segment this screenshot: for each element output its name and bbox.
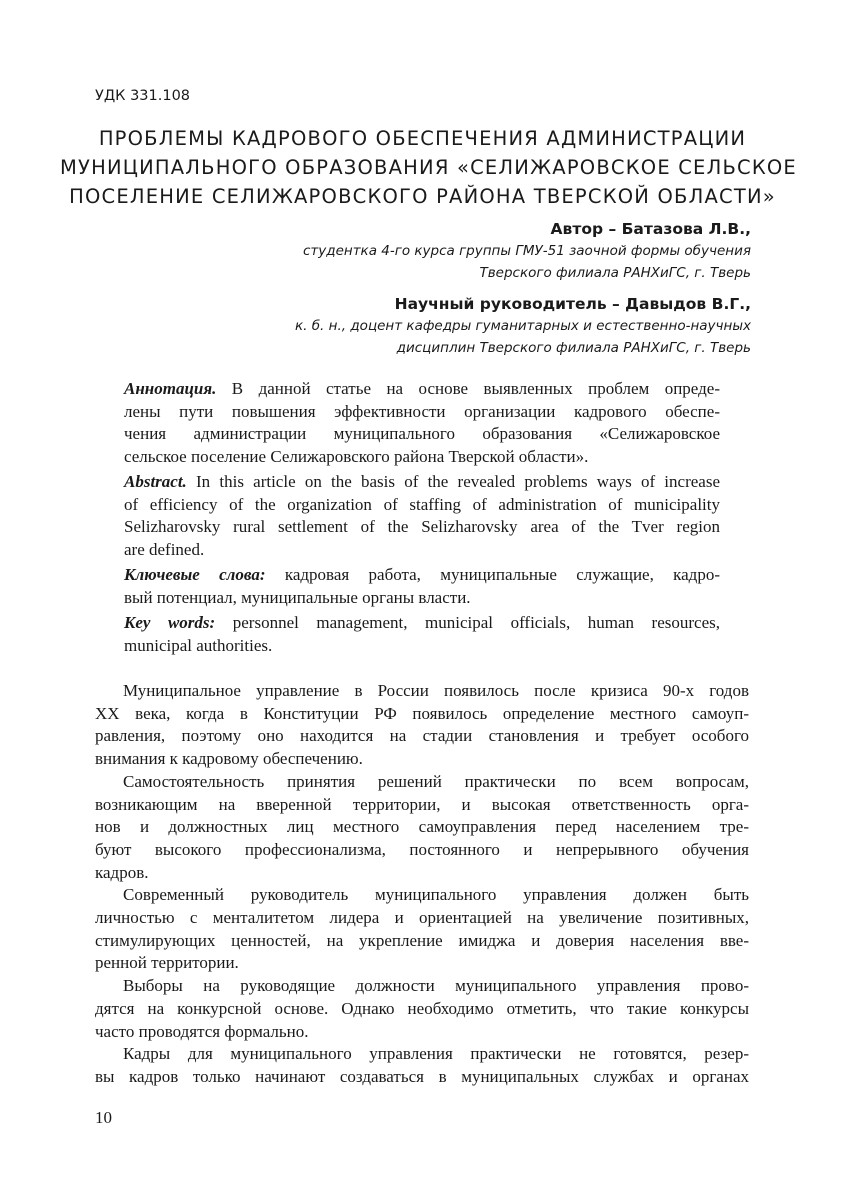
- abstract-ru-label: Аннотация.: [124, 379, 217, 398]
- abstract-en-label: Abstract.: [124, 472, 187, 491]
- keywords-en-text: personnel management, municipal officials, human resources,: [215, 613, 720, 632]
- abstract-en-text: In this article on the basis of the revealed problems ways of increase: [186, 472, 720, 491]
- supervisor-name: Научный руководитель – Давыдов В.Г.,: [394, 295, 751, 313]
- title-line: ПРОБЛЕМЫ КАДРОВОГО ОБЕСПЕЧЕНИЯ АДМИНИСТРАЦИИ: [98, 127, 747, 150]
- body-line: буют высокого профессионализма, постоянного и непрерывного обучения: [95, 839, 749, 859]
- body-paragraph: [95, 1043, 749, 1088]
- abstract-ru-text: В данной статье на основе выявленных проблем опреде-: [216, 379, 720, 398]
- article-body: [95, 680, 749, 1089]
- abstract-ru-line: сельское поселение Селижаровского района Тверской области».: [124, 446, 589, 466]
- abstract-en-line: Selizharovsky rural settlement of the Selizharovsky area of the Tver region: [124, 517, 720, 536]
- page-number: 10: [95, 1108, 112, 1127]
- body-paragraph: [95, 975, 749, 1043]
- keywords-en-label: Key words:: [124, 613, 216, 632]
- body-line: XX века, когда в Конституции РФ появилось определение местного самоуп-: [95, 703, 749, 723]
- author-block: [303, 218, 751, 284]
- body-line: дятся на конкурсной основе. Однако необходимо отметить, что такие конкурсы: [95, 998, 749, 1018]
- abstract-en-line: of efficiency of the organization of staffing of administration of municipality: [124, 494, 720, 514]
- keywords-ru-line: вый потенциал, муниципальные органы власти.: [124, 587, 471, 607]
- body-paragraph: [95, 884, 749, 975]
- title-line: МУНИЦИПАЛЬНОГО ОБРАЗОВАНИЯ «СЕЛИЖАРОВСКОЕ СЕЛЬСКОЕ: [60, 156, 797, 179]
- keywords-ru-text: кадровая работа, муниципальные служащие, кадро-: [265, 565, 720, 584]
- author-affiliation-line: студентка 4-го курса группы ГМУ-51 заочной формы обучения: [302, 243, 751, 259]
- body-line: Муниципальное управление в России появилось после кризиса 90-х годов: [123, 681, 749, 700]
- body-line: Самостоятельность принятия решений практически по всем вопросам,: [123, 771, 749, 791]
- abstract-en-line: are defined.: [124, 539, 205, 559]
- body-line: равления, поэтому оно находится на стадии становления и требует особого: [95, 726, 749, 746]
- body-line: Выборы на руководящие должности муниципального управления прово-: [123, 976, 749, 996]
- keywords-en: [124, 612, 720, 657]
- keywords-ru-label: Ключевые слова:: [124, 565, 266, 584]
- body-line: стимулирующих ценностей, на укрепление имиджа и доверия населения вве-: [95, 930, 749, 950]
- author-name: Автор – Батазова Л.В.,: [550, 220, 751, 238]
- body-paragraph: [95, 771, 749, 885]
- title-line: ПОСЕЛЕНИЕ СЕЛИЖАРОВСКОГО РАЙОНА ТВЕРСКОЙ ОБЛАСТИ»: [69, 185, 776, 208]
- article-title: [60, 124, 797, 211]
- abstract-en: [124, 471, 720, 561]
- udk-code: УДК 331.108: [95, 88, 191, 104]
- abstract-ru: [124, 378, 720, 468]
- body-paragraph: [95, 680, 749, 771]
- abstract-section: [124, 378, 720, 660]
- body-line: Современный руководитель муниципального управления должен быть: [123, 885, 749, 905]
- body-line: вы кадров только начинают создаваться в муниципальных службах и органах: [95, 1066, 749, 1086]
- body-line: часто проводятся формально.: [95, 1021, 309, 1041]
- supervisor-affiliation-line: к. б. н., доцент кафедры гуманитарных и естественно-научных: [295, 318, 751, 334]
- body-line: внимания к кадровому обеспечению.: [95, 749, 363, 769]
- abstract-ru-line: чения администрации муниципального образования «Селижаровское: [124, 424, 720, 443]
- body-line: возникающим на вверенной территории, и высокая ответственность орга-: [95, 794, 749, 814]
- abstract-ru-line: лены пути повышения эффективности организации кадрового обеспе-: [124, 401, 720, 421]
- keywords-ru: [124, 564, 720, 609]
- body-line: ренной территории.: [95, 953, 239, 973]
- body-line: Кадры для муниципального управления практически не готовятся, резер-: [123, 1044, 749, 1064]
- supervisor-block: [295, 293, 751, 359]
- body-line: личностью с менталитетом лидера и ориентацией на увеличение позитивных,: [95, 908, 749, 928]
- body-line: кадров.: [95, 862, 149, 882]
- body-line: нов и должностных лиц местного самоуправления перед населением тре-: [95, 817, 749, 837]
- keywords-en-line: municipal authorities.: [124, 635, 273, 655]
- author-affiliation-line: Тверского филиала РАНХиГС, г. Тверь: [479, 265, 751, 281]
- supervisor-affiliation-line: дисциплин Тверского филиала РАНХиГС, г. Тверь: [396, 340, 751, 356]
